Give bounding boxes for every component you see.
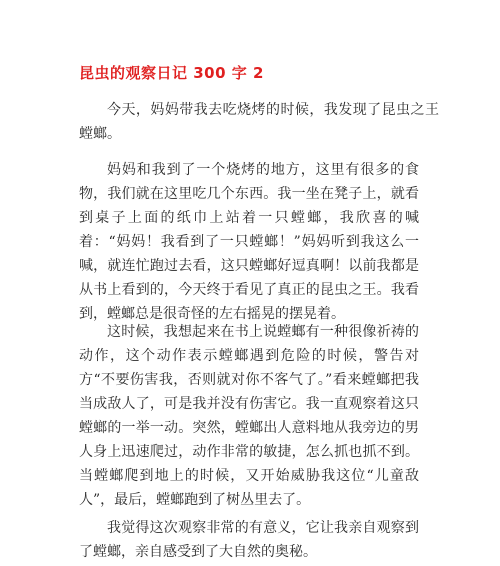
paragraph-4: 我觉得这次观察非常的有意义，它让我亲自观察到了螳螂，亲自感受到了大自然的奥秘。 [79, 520, 419, 560]
paragraph-1: 今天，妈妈带我去吃烧烤的时候，我发现了昆虫之王螳螂。 [79, 102, 439, 142]
paragraph-2: 妈妈和我到了一个烧烤的地方，这里有很多的食物，我们就在这里吃几个东西。我一坐在凳子上，就看到桌子上面的纸巾上站着一只螳螂，我欣喜的喊着：“妈妈！我看到了一只螳螂！”妈妈听到我这么一喊，就连忙跑过去看，这只螳螂好逗真啊！以前我都是从书上看到的，今天终于看见了真正的昆虫之王。我看到，螳螂总是很奇怪的左右摇晃的摆晃着。 [79, 162, 419, 322]
document-title: 昆虫的观察日记 300 字 2 [79, 64, 264, 82]
paragraph-3: 这时候，我想起来在书上说螳螂有一种很像祈祷的动作，这个动作表示螳螂遇到危险的时候，警告对方“不要伤害我，否则就对你不客气了。”看来螳螂把我当成敌人了，可是我并没有伤害它。我一直观察着这只螳螂的一举一动。突然，螳螂出人意料地从我旁边的男人身上迅速爬过，动作非常的敏捷，怎么抓也抓不到。当螳螂爬到地上的时候，又开始威胁我这位“儿童敌人”，最后，螳螂跑到了树丛里去了。 [79, 324, 419, 508]
